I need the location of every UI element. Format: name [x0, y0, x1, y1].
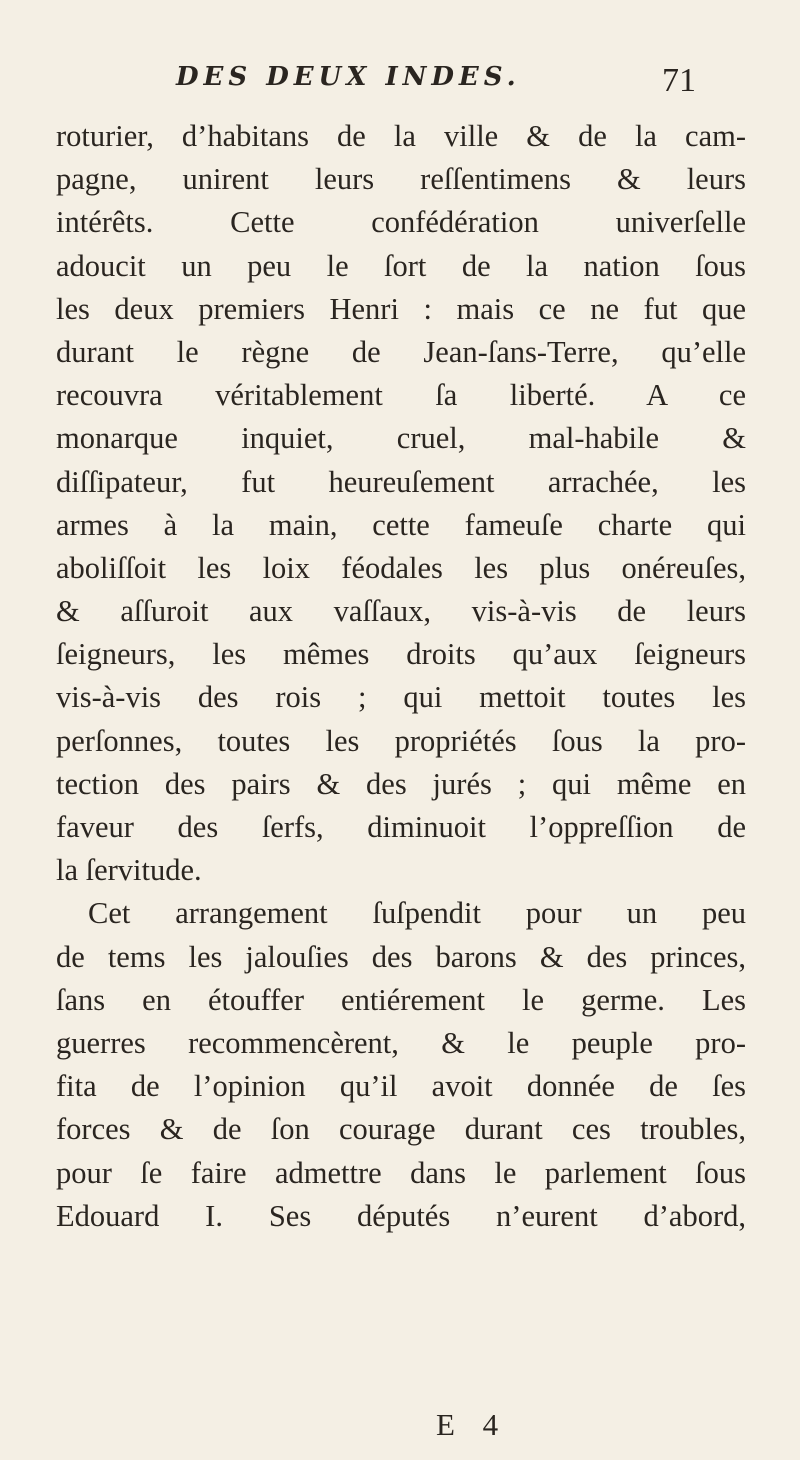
- text-line: vis-à-vis des rois ; qui mettoit toutes les: [56, 680, 746, 715]
- body-text: [56, 115, 746, 1238]
- text-line: ſans en étouffer entiérement le germe. Les: [56, 982, 746, 1017]
- running-title: DES DEUX INDES.: [176, 62, 521, 92]
- text-line: Edouard I. Ses députés n’eurent d’abord,: [56, 1198, 746, 1233]
- text-line: Cet arrangement ſuſpendit pour un peu: [88, 896, 746, 931]
- text-line: tection des pairs & des jurés ; qui même en: [56, 766, 746, 801]
- text-line: durant le règne de Jean-ſans-Terre, qu’elle: [56, 334, 746, 369]
- page-number: 71: [662, 62, 696, 99]
- text-line: armes à la main, cette fameuſe charte qui: [56, 507, 746, 542]
- text-line: de tems les jalouſies des barons & des princes,: [56, 939, 746, 974]
- text-line: diſſipateur, fut heureuſement arrachée, les: [56, 464, 746, 499]
- page-header: [176, 62, 696, 102]
- text-line: aboliſſoit les loix féodales les plus onéreuſes,: [56, 550, 746, 585]
- signature-mark: E 4: [436, 1407, 509, 1442]
- text-line: pagne, unirent leurs reſſentimens & leurs: [56, 162, 746, 197]
- text-line: fita de l’opinion qu’il avoit donnée de ſes: [56, 1069, 746, 1104]
- text-line: & aſſuroit aux vaſſaux, vis-à-vis de leurs: [56, 594, 746, 629]
- text-line: faveur des ſerfs, diminuoit l’oppreſſion de: [56, 810, 746, 844]
- text-line: intérêts. Cette confédération univerſelle: [56, 205, 746, 240]
- text-line: les deux premiers Henri : mais ce ne fut que: [56, 291, 746, 326]
- text-line: forces & de ſon courage durant ces troubles,: [56, 1112, 746, 1147]
- text-line: roturier, d’habitans de la ville & de la cam-: [56, 119, 746, 153]
- text-line: recouvra véritablement ſa liberté. A ce: [56, 378, 746, 413]
- text-line: adoucit un peu le ſort de la nation ſous: [56, 248, 746, 283]
- text-line: guerres recommencèrent, & le peuple pro-: [56, 1025, 746, 1060]
- text-line: monarque inquiet, cruel, mal-habile &: [56, 421, 746, 456]
- text-line: ſeigneurs, les mêmes droits qu’aux ſeigneurs: [56, 637, 746, 672]
- text-line: la ſervitude.: [56, 853, 202, 888]
- text-line: pour ſe faire admettre dans le parlement ſous: [56, 1155, 746, 1190]
- text-line: perſonnes, toutes les propriétés ſous la pro-: [56, 723, 746, 758]
